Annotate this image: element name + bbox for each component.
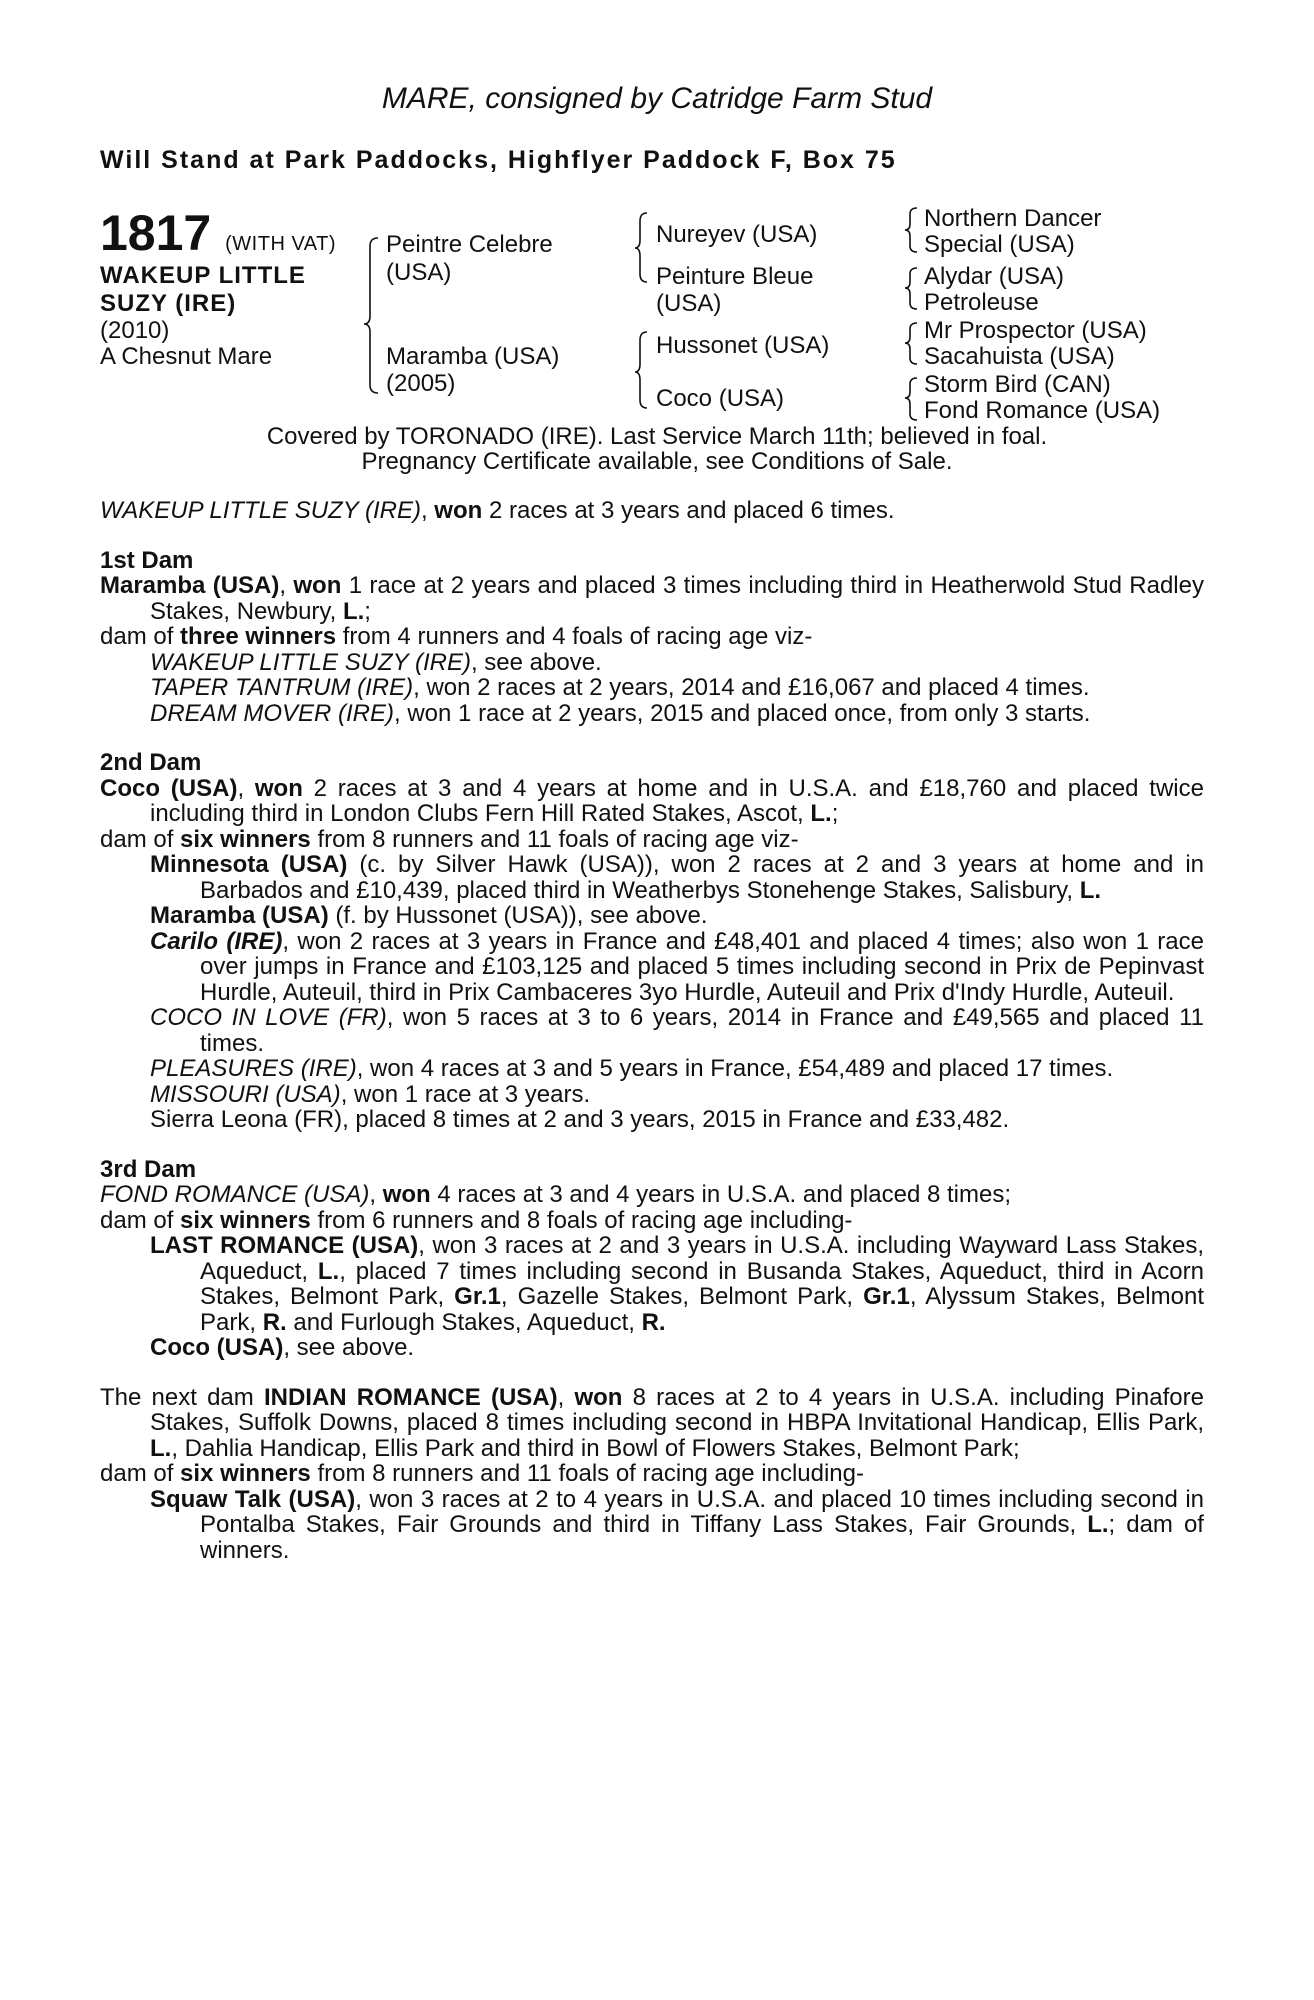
progeny-entry <box>100 903 1204 929</box>
progeny-name: PLEASURES (IRE) <box>150 1055 357 1082</box>
progeny-text: , won 1 race at 3 years. <box>340 1080 591 1108</box>
first-dam-heading: 1st Dam <box>100 546 194 574</box>
summary-horse-name: WAKEUP LITTLE SUZY (IRE) <box>100 497 421 524</box>
next-dam-record: The next dam INDIAN ROMANCE (USA), won 8 races at 2 to 4 years in U.S.A. including Pinafore Stakes, Suffolk Downs, placed 8 times including second in HBPA Invitational Handicap, Ellis Park, L., Dahlia Handicap, Ellis Park and third in Bowl of Flowers Stakes, Belmont Park; <box>100 1383 1204 1462</box>
progeny-entry <box>100 1056 1204 1082</box>
progeny-entry <box>100 1487 1204 1564</box>
race-summary <box>100 498 1204 524</box>
progeny-name: LAST ROMANCE (USA) <box>150 1232 419 1259</box>
next-dam-produce <box>100 1461 1204 1487</box>
progeny-entry <box>100 1233 1204 1335</box>
progeny-name: Carilo (IRE) <box>150 927 283 955</box>
next-dam-won: won <box>574 1383 623 1411</box>
second-dam-from: from 8 runners and 11 foals of racing age viz- <box>310 825 799 853</box>
progeny-text: and Furlough Stakes, Aqueduct, <box>286 1308 642 1336</box>
progeny-text: , won 5 races at 3 to 6 years, 2014 in France and £49,565 and placed 11 times. <box>200 1004 1204 1057</box>
progeny-entry <box>100 1335 1204 1361</box>
second-dam-grade: L. <box>810 800 832 827</box>
catalogue-body <box>100 498 1204 1563</box>
progeny-text: , won 2 races at 2 years, 2014 and £16,067 and placed 4 times. <box>413 674 1090 701</box>
next-dam-text: 8 races at 2 to 4 years in U.S.A. including Pinafore Stakes, Suffolk Downs, placed 8 times including second in HBPA Invitational Handicap, Ellis Park, <box>150 1383 1204 1436</box>
first-dam-grade: L. <box>342 597 365 625</box>
progeny-grade: R. <box>641 1308 666 1336</box>
ssd: Special (USA) <box>924 231 1075 258</box>
summary-sep: , <box>420 497 435 524</box>
progeny-grade: R. <box>262 1308 287 1336</box>
third-dam-won: won <box>382 1181 431 1208</box>
ddd: Fond Romance (USA) <box>924 397 1161 424</box>
first-dam-record: Maramba (USA), won 1 race at 2 years and placed 3 times including third in Heatherwold Stud Radley Stakes, Newbury, L.; <box>100 572 1204 625</box>
dam-name: Maramba (USA) <box>386 343 560 370</box>
progeny-entry <box>100 701 1204 727</box>
progeny-entry <box>100 852 1204 903</box>
next-dam-from: from 8 runners and 11 foals of racing age including- <box>310 1460 864 1487</box>
first-dam-won: won <box>293 572 342 599</box>
sire-dam-country: (USA) <box>656 290 722 317</box>
progeny-text: , see above. <box>470 648 602 676</box>
next-dam-winners: six winners <box>180 1460 311 1487</box>
progeny-grade: Gr.1 <box>863 1283 910 1310</box>
sire-name: Peintre Celebre <box>386 231 553 258</box>
second-dam-heading: 2nd Dam <box>100 749 202 776</box>
next-dam-name: INDIAN ROMANCE (USA) <box>263 1383 558 1411</box>
second-dam-won: won <box>254 774 303 802</box>
summary-rest: 2 races at 3 years and placed 6 times. <box>482 497 895 524</box>
first-dam-name: Maramba (USA) <box>100 572 280 599</box>
first-dam-tail: ; <box>364 597 371 625</box>
pregnancy-line: Pregnancy Certificate available, see Conditions of Sale. <box>361 448 953 475</box>
third-dam-winners: six winners <box>180 1206 311 1234</box>
progeny-grade: L. <box>1087 1511 1109 1538</box>
pedigree-brackets <box>0 0 1314 440</box>
next-dam-prefix: The next dam <box>100 1383 264 1411</box>
progeny-name: WAKEUP LITTLE SUZY (IRE) <box>150 648 471 676</box>
sire-country: (USA) <box>386 259 452 286</box>
progeny-text: , won 3 races at 2 and 3 years in U.S.A. including Wayward Lass Stakes, Aqueduct, <box>200 1232 1204 1285</box>
progeny-text: , won 4 races at 3 and 5 years in France, £54,489 and placed 17 times. <box>356 1055 1114 1082</box>
dam-dam: Coco (USA) <box>656 385 785 412</box>
progeny-grade: L. <box>1079 876 1102 904</box>
progeny-text: , placed 7 times including second in Busanda Stakes, Aqueduct, third in Acorn Stakes, Belmont Park, <box>200 1257 1204 1310</box>
dam-year: (2005) <box>386 370 456 397</box>
second-dam-tail: ; <box>831 800 839 827</box>
horse-name-line2: SUZY (IRE) <box>100 290 237 317</box>
progeny-text: , won 2 races at 3 years in France and £48,401 and placed 4 times; also won 1 race over jumps in France and £103,125 and placed 5 times including second in Prix de Pepinvast Hurdle, Auteuil, third in Prix Cambaceres 3yo Hurdle, Auteuil and Prix d'Indy Hurdle, Auteuil. <box>200 927 1204 1006</box>
first-dam-winners: three winners <box>180 623 337 650</box>
sss: Northern Dancer <box>924 205 1102 232</box>
progeny-name: Maramba (USA) <box>150 902 329 929</box>
second-dam-winners: six winners <box>180 825 311 853</box>
sds: Alydar (USA) <box>924 263 1065 290</box>
sdd: Petroleuse <box>924 289 1039 316</box>
progeny-tail: ; dam of winners. <box>200 1511 1204 1564</box>
second-dam-record: Coco (USA), won 2 races at 3 and 4 years at home and in U.S.A. and £18,760 and placed twice including third in London Clubs Fern Hill Rated Stakes, Ascot, L.; <box>100 774 1204 827</box>
sire-dam: Peinture Bleue <box>656 263 814 290</box>
progeny-name: Minnesota (USA) <box>150 851 348 878</box>
progeny-entry <box>100 1005 1204 1056</box>
progeny-entry <box>100 650 1204 676</box>
first-dam-text: 1 race at 2 years and placed 3 times including third in Heatherwold Stud Radley Stakes, Newbury, <box>150 572 1204 625</box>
third-dam-of: dam of <box>100 1206 181 1234</box>
vat-label: (WITH VAT) <box>225 233 337 255</box>
progeny-entry <box>100 929 1204 1006</box>
progeny-entry <box>100 675 1204 701</box>
next-dam-grade: L. <box>150 1434 172 1462</box>
second-dam-of: dam of <box>100 825 181 853</box>
foal-year: (2010) <box>100 317 170 344</box>
progeny-name: DREAM MOVER (IRE) <box>150 699 395 727</box>
progeny-text: , see above. <box>283 1334 415 1361</box>
third-dam-heading: 3rd Dam <box>100 1155 197 1183</box>
progeny-text: (c. by Silver Hawk (USA)), won 2 races at 2 and 3 years at home and in Barbados and £10,439, placed third in Weatherbys Stonehenge Stakes, Salisbury, <box>200 851 1205 904</box>
horse-description: A Chesnut Mare <box>100 343 273 370</box>
horse-name-line1: WAKEUP LITTLE <box>100 262 306 289</box>
first-dam-from: from 4 runners and 4 foals of racing age viz- <box>336 623 813 650</box>
summary-won: won <box>434 497 483 524</box>
consignor-line: MARE, consigned by Catridge Farm Stud <box>381 82 933 115</box>
dds: Storm Bird (CAN) <box>924 371 1111 398</box>
third-dam-from: from 6 runners and 8 foals of racing age including- <box>310 1206 853 1234</box>
progeny-text: , won 3 races at 2 to 4 years in U.S.A. and placed 10 times including second in Pontalba Stakes, Fair Grounds and third in Tiffany Lass Stakes, Fair Grounds, <box>200 1485 1204 1538</box>
stand-location: Will Stand at Park Paddocks, Highflyer Paddock F, Box 75 <box>100 146 897 174</box>
next-dam-text2: , Dahlia Handicap, Ellis Park and third in Bowl of Flowers Stakes, Belmont Park; <box>171 1434 1020 1462</box>
dsd: Sacahuista (USA) <box>924 343 1115 370</box>
progeny-text: (f. by Hussonet (USA)), see above. <box>328 902 708 929</box>
progeny-name: Coco (USA) <box>150 1334 284 1361</box>
progeny-text: , won 1 race at 2 years, 2015 and placed once, from only 3 starts. <box>394 699 1091 727</box>
covered-line: Covered by TORONADO (IRE). Last Service March 11th; believed in foal. <box>266 423 1048 450</box>
second-dam-name: Coco (USA) <box>100 774 238 802</box>
second-dam-produce <box>100 827 1204 853</box>
progeny-text: , Alyssum Stakes, Belmont Park, <box>200 1283 1204 1336</box>
dam-sire: Hussonet (USA) <box>656 332 830 359</box>
progeny-name: TAPER TANTRUM (IRE) <box>150 674 414 701</box>
progeny-grade: Gr.1 <box>454 1283 501 1310</box>
lot-number-value: 1817 <box>100 205 212 261</box>
sire-sire: Nureyev (USA) <box>656 221 818 248</box>
progeny-entry <box>100 1082 1204 1108</box>
third-dam-record: FOND ROMANCE (USA), won 4 races at 3 and 4 years in U.S.A. and placed 8 times; <box>100 1181 1011 1208</box>
progeny-grade: L. <box>317 1257 340 1285</box>
first-dam-of: dam of <box>100 623 181 650</box>
progeny-name: MISSOURI (USA) <box>150 1080 341 1108</box>
next-dam-of: dam of <box>100 1460 181 1487</box>
third-dam-produce <box>100 1208 1204 1234</box>
progeny-name: Squaw Talk (USA) <box>150 1485 356 1513</box>
first-dam-produce <box>100 624 1204 650</box>
progeny-text: , Gazelle Stakes, Belmont Park, <box>500 1283 864 1310</box>
progeny-entry: Sierra Leona (FR), placed 8 times at 2 and 3 years, 2015 in France and £33,482. <box>150 1106 1010 1133</box>
dss: Mr Prospector (USA) <box>924 317 1147 344</box>
second-dam-text: 2 races at 3 and 4 years at home and in U.S.A. and £18,760 and placed twice including third in London Clubs Fern Hill Rated Stakes, Ascot, <box>150 774 1204 827</box>
progeny-name: COCO IN LOVE (FR) <box>150 1004 387 1031</box>
third-dam-text: 4 races at 3 and 4 years in U.S.A. and placed 8 times; <box>430 1181 1011 1208</box>
third-dam-name: FOND ROMANCE (USA) <box>100 1181 370 1208</box>
